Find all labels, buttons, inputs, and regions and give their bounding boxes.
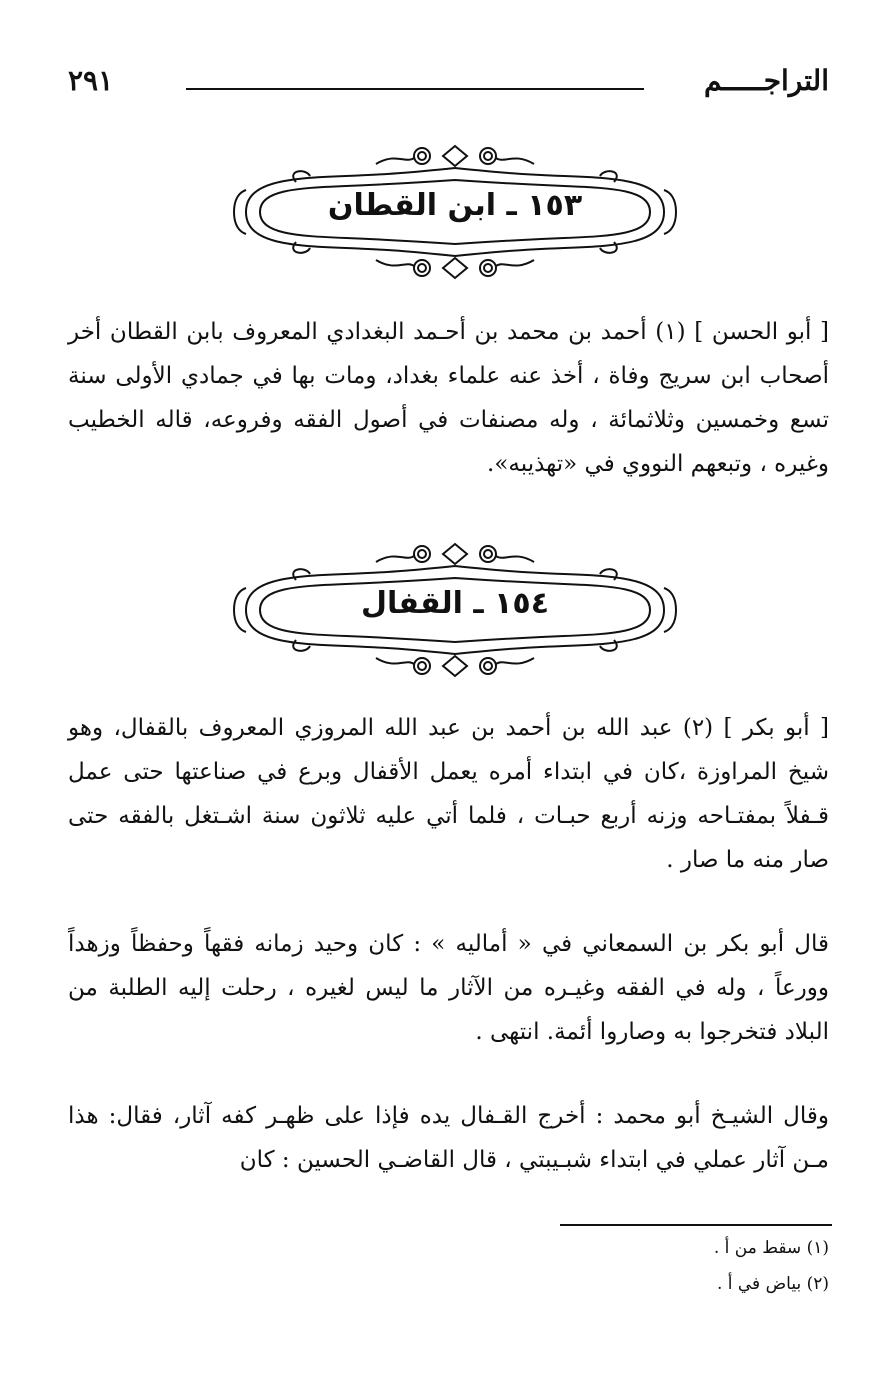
footnote-2: (٢) بياض في أ . (716, 1274, 829, 1294)
entry-153-paragraph: [ أبو الحسن ] (١) أحمد بن محمد بن أحـمد البغدادي المعروف بابن القطان أخر أصحاب ابن سريج وفاة ، أخذ عنه علماء بغداد، ومات بها في جمادي الأولى سنة تسع وخمسين وثلاثمائة ، وله مصنفات في أصول الفقه وفروعه، قاله الخطيب وغيره ، وتبعهم النووي في «تهذيبه». (68, 319, 830, 477)
entry-154-paragraph-3: وقال الشيـخ أبو محمد : أخرج القـفال يده فإذا على ظهـر كفه آثار، فقال: هذا مـن آثار عملي في ابتداء شبـيبتي ، قال القاضـي الحسين : كان (68, 1103, 829, 1173)
entry-154-title-frame (226, 540, 684, 680)
footnote-1: (١) سقط من أ . (713, 1238, 829, 1258)
entry-154-paragraph-2: قال أبو بكر بن السمعاني في « أماليه » : كان وحيد زمانه فقهاً وحفظاً وزهداً وورعاً ، وله في الفقه وغيـره من الآثار ما ليس لغيره ، رحلت إليه الطلبة من البلاد فتخرجوا به وصاروا أئمة. انتهى . (68, 931, 829, 1045)
entry-153-title-frame (226, 142, 684, 282)
entry-154-paragraph-1: [ أبو بكر ] (٢) عبد الله بن أحمد بن عبد الله المروزي المعروف بالقفال، وهو شيخ المراوزة ،كان في ابتداء أمره يعمل الأقفال وبرع في صناعتها حتى عمل قـفلاً بمفتـاحه وزنه أربع حبـات ، فلما أتي عليه ثلاثون سنة اشـتغل بالفقه حتى صار منه ما صار . (68, 715, 829, 873)
footnote-rule (560, 1224, 832, 1226)
header-rule (186, 88, 644, 90)
page-number: ٢٩١ (68, 64, 114, 97)
running-title: التراجـــــم (704, 64, 829, 97)
page-header (68, 62, 829, 110)
entry-153-title: ١٥٣ ـ ابن القطان (327, 188, 583, 223)
entry-154-title: ١٥٤ ـ القفال (360, 586, 550, 621)
